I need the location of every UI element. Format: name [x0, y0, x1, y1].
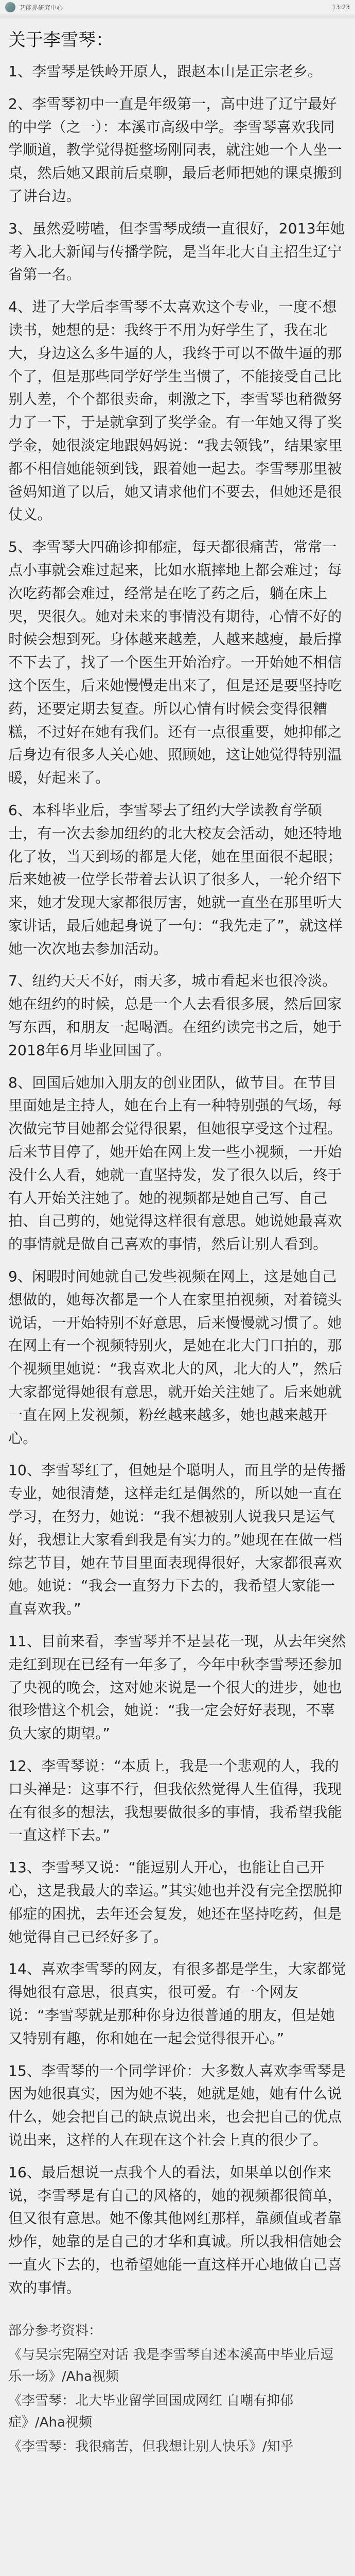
paragraph-11: 11、目前来看，李雪琴并不是昙花一现，从去年突然走红到现在已经有一年多了，今年中秋李雪琴还参加了央视的晚会，这对她来说是一个很大的进步，她也很珍惜这个机会，她说：“我一定会好好表现，不辜负大家的期望。”: [8, 1633, 346, 1742]
paragraph-5: 5、李雪琴大四确诊抑郁症，每天都很痛苦，常常一点小事就会难过起来，比如水瓶摔地上都会难过；每次吃药都会难过，经常是在吃了药之后，躺在床上哭，哭很久。她对未来的事情没有期待，心情不好的时候会想到死。身体越来越差，人越来越瘦，最后撑不下去了，找了一个医生开始治疗。一开始她不相信这个医生，后来她慢慢走出来了，但是还是要坚持吃药，还要定期去复查。所以心情有时候会变得很糟糕，不过好在她有我们。还有一点很重要，她抑郁之后身边有很多人关心她、照顾她，这让她觉得特别温暖，好起来了。: [8, 538, 342, 787]
paragraph-13: 13、李雪琴又说：“能逗别人开心，也能让自己开心，这是我最大的幸运。”其实她也并没有完全摆脱抑郁症的困扰，去年还会复发，她还在坚持吃药，但是她觉得自己已经好多了。: [8, 1859, 343, 1945]
app-avatar[interactable]: [5, 2, 15, 12]
paragraph-14: 14、喜欢李雪琴的网友，有很多都是学生，大家都觉得她很有意思，很真实，很可爱。有一个网友说：“李雪琴就是那种你身边很普通的朋友，但是她又特别有趣，你和她在一起会觉得很开心。”: [8, 1960, 346, 2047]
paragraph-8: 8、回国后她加入朋友的创业团队，做节目。在节目里面她是主持人，她在台上有一种特别强的气场，每次做完节目她都会觉得很累，但她很享受这个过程。后来节目停了，她开始在网上发一些小视频，一开始没什么人看，她就一直坚持发，发了很久以后，终于有人开始关注她了。她的视频都是她自己写、自己拍、自己剪的，她觉得这样很有意思。她说她最喜欢的事情就是做自己喜欢的事情，然后让别人看到。: [8, 1074, 342, 1253]
paragraph-9: 9、闲暇时间她就自己发些视频在网上，这是她自己想做的，她每次都是一个人在家里拍视频，对着镜头说话，一开始特别不好意思，后来慢慢就习惯了。她在网上有一个视频特别火，是她在北大门口拍的，那个视频里她说：“我喜欢北大的风，北大的人”，然后大家都觉得她很有意思，就开始关注她了。后来她就一直在网上发视频，粉丝越来越多，她也越来越开心。: [8, 1268, 343, 1447]
sources-block: [8, 2320, 347, 2459]
paragraph-10: 10、李雪琴红了，但她是个聪明人，而且学的是传播专业，她很清楚，这样走红是偶然的，所以她一直在学习，在努力，她说：“我不想被别人说我只是运气好，我想让大家看到我是有实力的。”她现在在做一档综艺节目，她在节目里面表现得很好，大家都很喜欢她。她说：“我会一直努力下去的，我希望大家能一直喜欢我。”: [8, 1462, 346, 1618]
app-title: 艺能界研究中心: [20, 4, 63, 11]
paragraph-1: 1、李雪琴是铁岭开原人，跟赵本山是正宗老乡。: [8, 63, 323, 80]
paragraph-2: 2、李雪琴初中一直是年级第一，高中进了辽宁最好的中学（之一）：本溪市高级中学。李雪琴喜欢我同学顺道，教学觉得挺整场刚同表，就注她一个人坐一桌，然后她又跟前后桌聊，最后老师把她的课桌搬到了讲台边。: [8, 95, 342, 205]
paragraph-7: 7、纽约天天不好，雨天多，城市看起来也很冷淡。她在纽约的时候，总是一个人去看很多展，然后回家写东西，和朋友一起喝酒。在纽约读完书之后，她于2018年6月毕业回国了。: [8, 972, 342, 1059]
paragraph-12: 12、李雪琴说：“本质上，我是一个悲观的人，我的口头禅是：这事不行，但我依然觉得人生值得，我现在有很多的想法，我想要做很多的事情，我希望我能一直这样下去。”: [8, 1757, 342, 1844]
paragraph-3: 3、虽然爱唠嗑，但李雪琴成绩一直很好，2013年她考入北大新闻与传播学院，是当年北大自主招生辽宁省第一名。: [8, 219, 345, 283]
sources-title: 部分参考资料：: [8, 2323, 102, 2338]
paragraph-15: 15、李雪琴的一个同学评价：大多数人喜欢李雪琴是因为她很真实，因为她不装，她就是她，她有什么说什么，她会把自己的缺点说出来，也会把自己的优点说出来，这样的人在现在这个社会上真的很少了。: [8, 2062, 346, 2148]
article-card: [0, 19, 355, 2576]
status-time: 13:23: [332, 4, 350, 11]
status-right: [332, 4, 350, 11]
status-bar: [0, 0, 355, 14]
status-left: [5, 2, 63, 12]
paragraph-4: 4、进了大学后李雪琴不太喜欢这个专业，一度不想读书，她想的是：我终于不用为好学生了，我在北大，身边这么多牛逼的人，我终于可以不做牛逼的那个了，但是那些同学好学生当惯了，不能接受自己比别人差，个个都很卖命，刺激之下，李雪琴也稍微努力了一下，于是就拿到了奖学金。有一年她又得了奖学金，她很淡定地跟妈妈说：“我去领钱”，结果家里都不相信她能领到钱，跟着她一起去。李雪琴那里被爸妈知道了以后，她又请求他们不要去，但她还是很仗义。: [8, 298, 343, 523]
paragraph-6: 6、本科毕业后，李雪琴去了纽约大学读教育学硕士，有一次去参加纽约的北大校友会活动，她还特地化了妆，当天到场的都是大佬，她在里面很不起眼；后来她被一位学长带着去认识了很多人，一轮介绍下来，她才发现大家都很厉害，她就一直坐在那里听大家讲话，最后她起身说了一句：“我先走了”，就这样她一次次地去参加活动。: [8, 801, 343, 957]
source-item[interactable]: 《李雪琴：我很痛苦，但我想让别人快乐》/知乎: [8, 2439, 294, 2455]
source-item[interactable]: 《李雪琴：北大毕业留学回国成网红 自嘲有抑郁症》/Aha视频: [8, 2393, 294, 2430]
paragraph-16: 16、最后想说一点我个人的看法，如果单以创作来说，李雪琴是有自己的风格的，她的视频都很简单，但又很有意思。她不像其他网红那样，靠颜值或者靠炒作，她靠的是自己的才华和真诚。所以我相信她会一直火下去的，也希望她能一直这样开心地做自己喜欢的事情。: [8, 2163, 342, 2296]
article-title: 关于李雪琴：: [8, 30, 113, 50]
source-item[interactable]: 《与吴宗宪隔空对话 我是李雪琴自述本溪高中毕业后逗乐一场》/Aha视频: [8, 2347, 334, 2384]
